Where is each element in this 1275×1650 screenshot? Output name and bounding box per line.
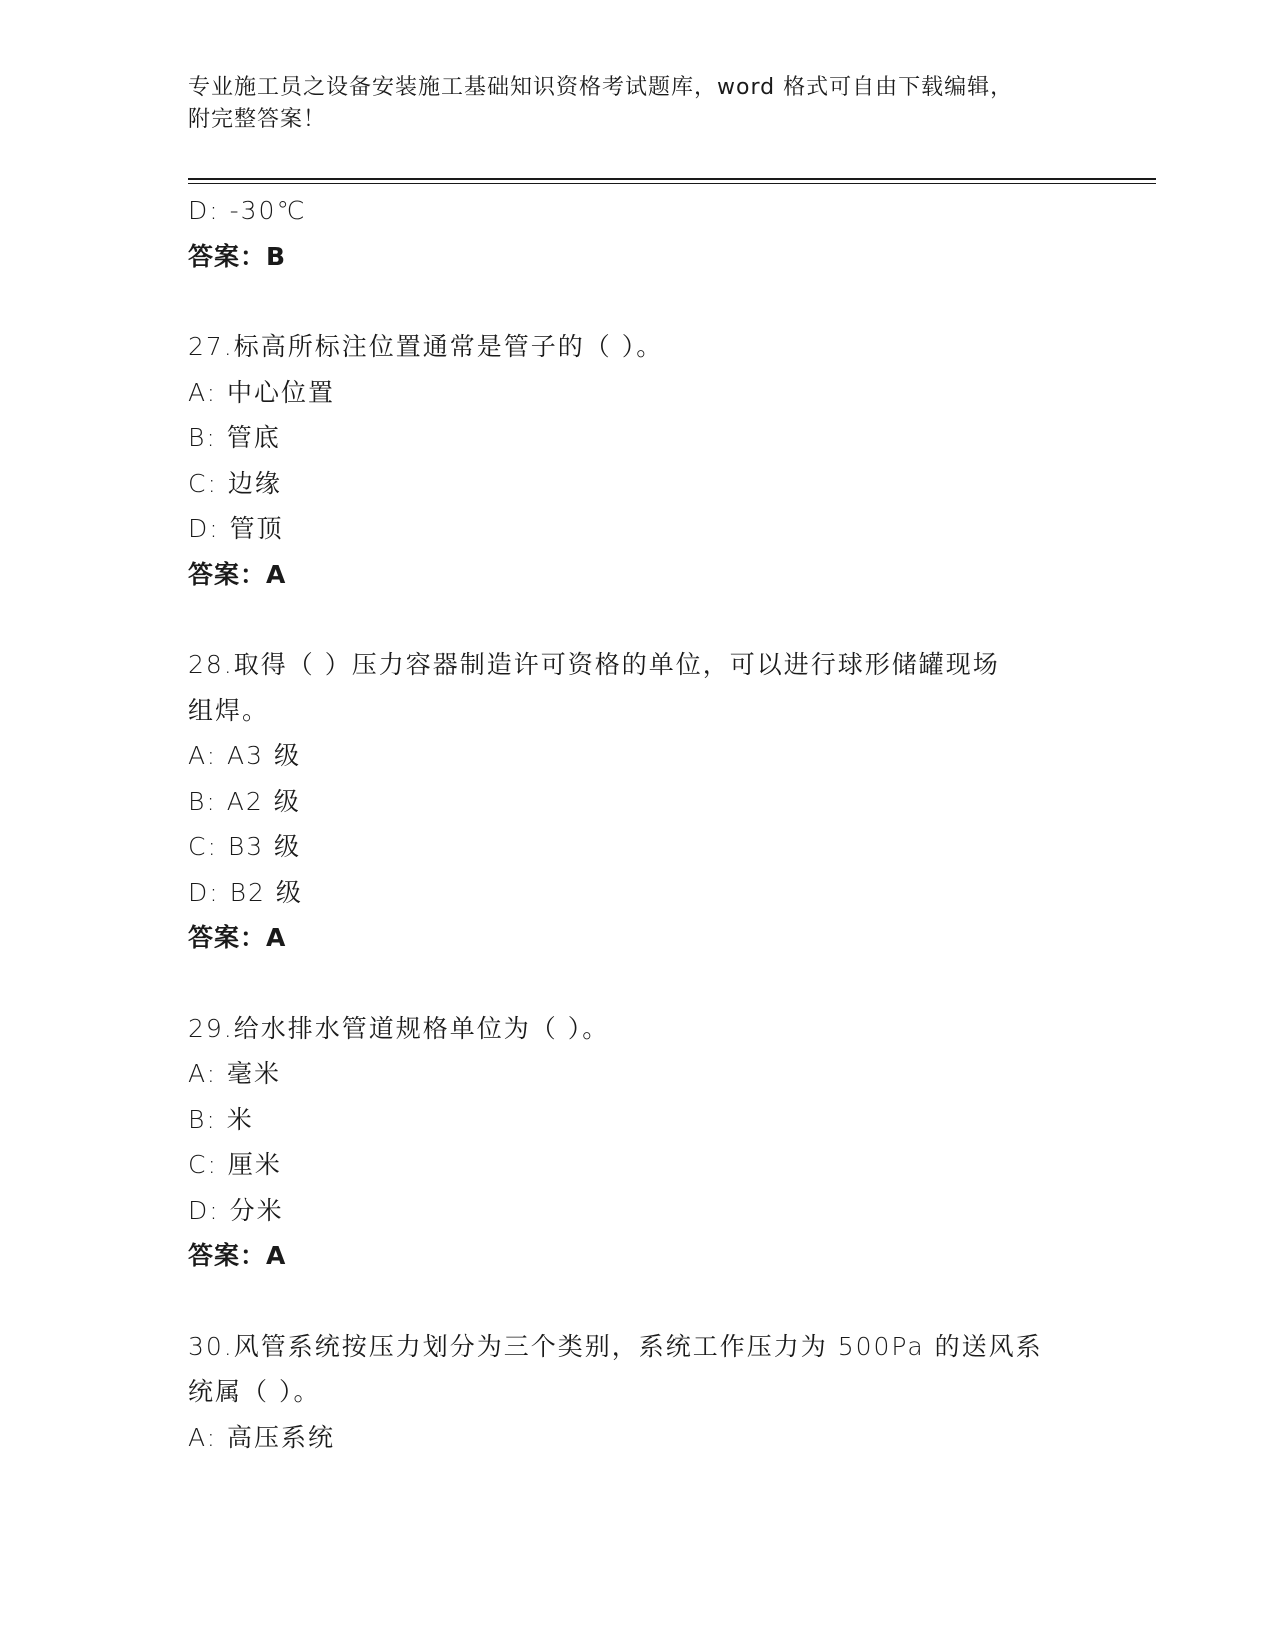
spacer [188, 279, 1088, 324]
option-b: B: 管底 [188, 423, 281, 452]
spacer [188, 597, 1088, 642]
question-list [188, 188, 1088, 1460]
header-line-2: 附完整答案！ [188, 107, 327, 132]
answer: 答案：B [188, 241, 287, 271]
answer: 答案：A [188, 1241, 287, 1270]
question-stem: 29.给水排水管道规格单位为（ ）。 [188, 1013, 610, 1043]
option-d: D: 管顶 [188, 514, 284, 543]
option-b: B: 米 [188, 1104, 254, 1134]
option-a: A: 中心位置 [188, 377, 336, 407]
answer: 答案：A [188, 923, 287, 952]
header-divider-thick [188, 178, 1156, 180]
question-30 [188, 1324, 1088, 1461]
option-b: B: A2 级 [188, 786, 301, 816]
question-28 [188, 642, 1088, 961]
option-c: C: B3 级 [188, 832, 302, 861]
question-stem: 27.标高所标注位置通常是管子的（ ）。 [188, 332, 664, 361]
option-a: A: A3 级 [188, 741, 301, 770]
option-d: D: 分米 [188, 1195, 284, 1225]
question-stem-line-2: 组焊。 [188, 695, 270, 725]
option-a: A: 毫米 [188, 1059, 282, 1088]
option-d: D: B2 级 [188, 877, 303, 907]
header-line-1: 专业施工员之设备安装施工基础知识资格考试题库，word 格式可自由下载编辑， [188, 75, 1014, 100]
question-stem-line-1: 30.风管系统按压力划分为三个类别，系统工作压力为 500Pa 的送风系 [188, 1331, 1043, 1361]
document-header [188, 72, 1088, 136]
question-26-tail [188, 188, 1088, 279]
question-stem-line-2: 统属（ ）。 [188, 1377, 321, 1406]
header-divider-thin [188, 183, 1156, 184]
spacer [188, 1279, 1088, 1324]
option-c: C: 厘米 [188, 1150, 282, 1179]
question-stem-line-1: 28.取得（ ）压力容器制造许可资格的单位，可以进行球形储罐现场 [188, 650, 1000, 679]
question-27 [188, 324, 1088, 597]
answer: 答案：A [188, 559, 287, 589]
option-c: C: 边缘 [188, 468, 282, 498]
option-a: A: 高压系统 [188, 1422, 336, 1452]
spacer [188, 961, 1088, 1006]
option-d: D: -30℃ [188, 196, 307, 225]
question-29 [188, 1006, 1088, 1279]
